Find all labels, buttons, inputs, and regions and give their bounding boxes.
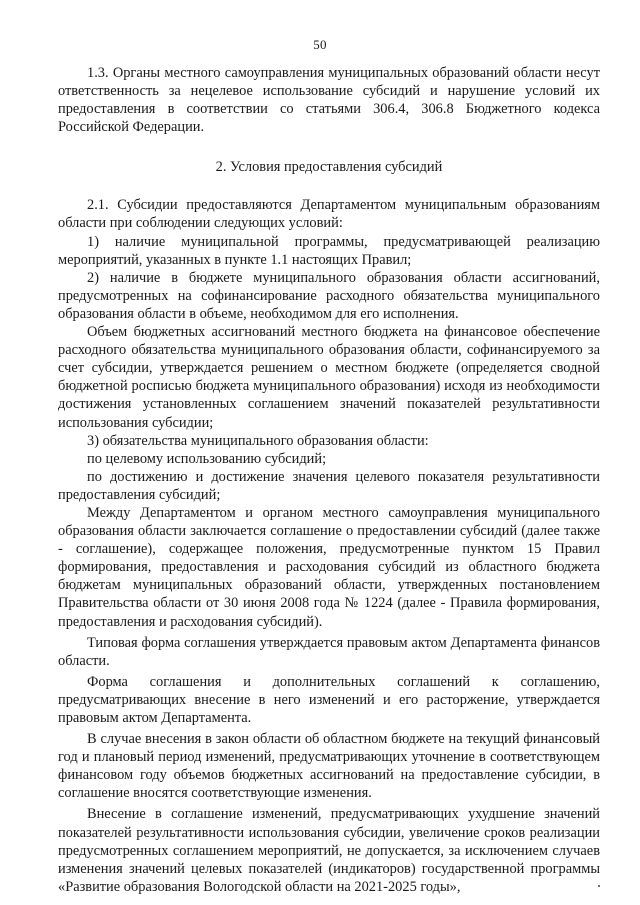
- paragraph-2-1: 2.1. Субсидии предоставляются Департаментом муниципальным образованиям области при соблюдении следующих условий:: [58, 197, 600, 232]
- section-title: 2. Условия предоставления субсидий: [215, 159, 443, 176]
- paragraph-target-use: по целевому использованию субсидий;: [87, 450, 327, 467]
- paragraph-amendments-law: В случае внесения в закон области об областном бюджете на текущий финансовый год и плановый период изменений, предусматривающих уточнение в соответствующем финансовом году объемов бюджетных ассигнований на предоставление субсидии, в соглашение вносятся соответствующие изменения.: [58, 731, 600, 802]
- paragraph-target-indicator: по достижению и достижение значения целевого показателя результативности предоставления субсидий;: [58, 468, 600, 503]
- paragraph-amendments-restrictions: Внесение в соглашение изменений, предусматривающих ухудшение значений показателей результативности использования субсидии, увеличение сроков реализации предусмотренных соглашением мероприятий, не допускается, за исключением случаев изменения значений целевых показателей (индикаторов) государственной программы «Развитие образования Вологодской области на 2021-2025 годы»,: [58, 806, 600, 895]
- document-body: [58, 64, 600, 896]
- paragraph-condition-1: 1) наличие муниципальной программы, предусматривающей реализацию мероприятий, указанных в пункте 1.1 настоящих Правил;: [58, 233, 600, 268]
- paragraph-agreement: Между Департаментом и органом местного самоуправления муниципального образования области заключается соглашение о предоставлении субсидий (далее также - соглашение), содержащее положения, предусмотренные пунктом 15 Правил формирования, предоставления и расходования субсидий из областного бюджета бюджетам муниципальных образований области, утвержденных постановлением Правительства области от 30 июня 2008 года № 1224 (далее - Правила формирования, предоставления и расходования субсидий).: [58, 504, 600, 630]
- scan-speck: [598, 885, 600, 887]
- page-number: 50: [313, 37, 327, 52]
- paragraph-budget-volume: Объем бюджетных ассигнований местного бюджета на финансовое обеспечение расходного обязательства муниципального образования области, софинансируемого за счет субсидии, утверждается решением о местном бюджете (определяется сводной бюджетной росписью бюджета муниципального образования) исходя из необходимости достижения установленных соглашением значений показателей результативности использования субсидии;: [58, 324, 600, 431]
- paragraph-condition-3: 3) обязательства муниципального образования области:: [87, 432, 429, 449]
- paragraph-additional-agreements: Форма соглашения и дополнительных соглашений к соглашению, предусматривающих внесение в него изменений и его расторжение, утверждается правовым актом Департамента.: [58, 673, 600, 726]
- paragraph-1-3: 1.3. Органы местного самоуправления муниципальных образований области несут ответственность за нецелевое использование субсидий и нарушение условий их предоставления в соответствии со статьями 306.4, 306.8 Бюджетного кодекса Российской Федерации.: [58, 65, 600, 136]
- paragraph-standard-form: Типовая форма соглашения утверждается правовым актом Департамента финансов области.: [58, 634, 600, 669]
- paragraph-condition-2: 2) наличие в бюджете муниципального образования области ассигнований, предусмотренных на софинансирование расходного обязательства муниципального образования области в объеме, необходимом для его исполнения.: [58, 269, 600, 322]
